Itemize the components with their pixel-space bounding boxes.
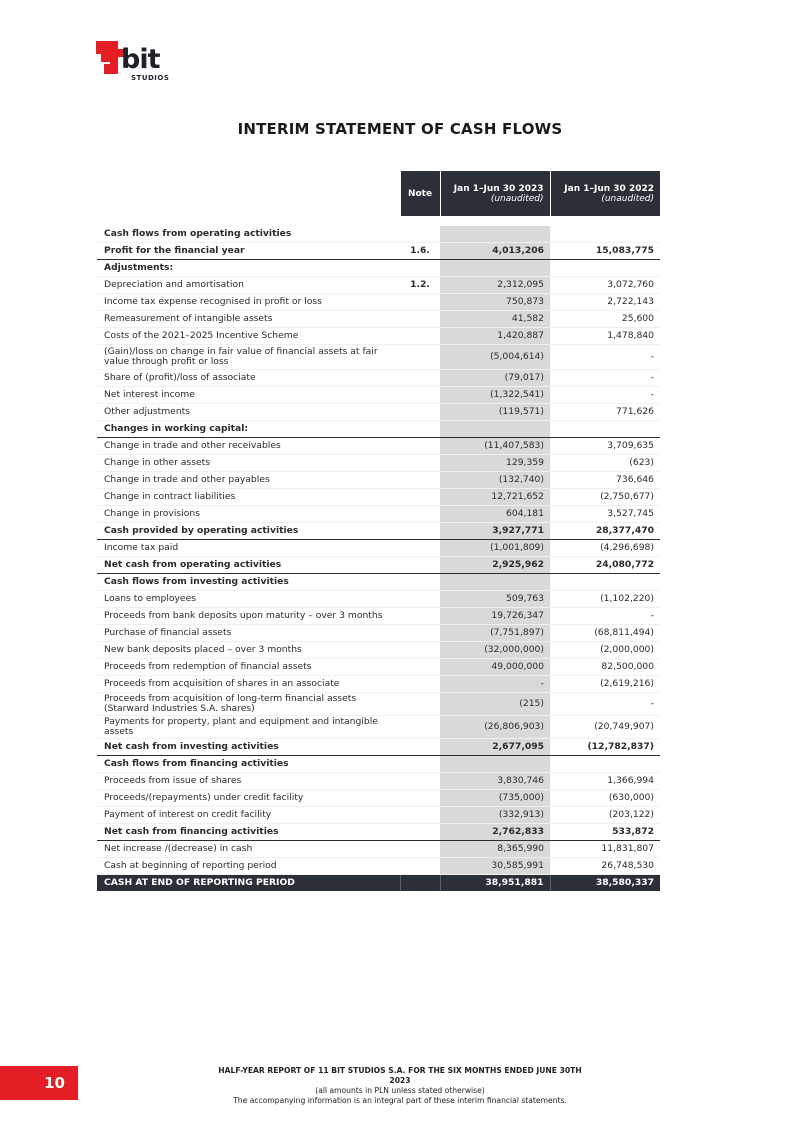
row-value-2023: (5,004,614)	[440, 345, 550, 370]
row-value-2022: 24,080,772	[550, 557, 660, 574]
page-number: 10	[0, 1066, 78, 1100]
row-note	[400, 260, 440, 277]
row-label: Net interest income	[97, 387, 400, 404]
row-value-2023: (1,001,809)	[440, 540, 550, 557]
row-value-2022: 3,527,745	[550, 506, 660, 523]
table-row	[97, 625, 660, 642]
row-note	[400, 841, 440, 858]
row-value-2023: (132,740)	[440, 472, 550, 489]
row-label: Change in other assets	[97, 455, 400, 472]
row-value-2023: 38,951,881	[440, 875, 550, 892]
row-value-2023: -	[440, 676, 550, 693]
row-note	[400, 387, 440, 404]
row-note	[400, 790, 440, 807]
page-title: INTERIM STATEMENT OF CASH FLOWS	[237, 120, 563, 138]
row-value-2022: -	[550, 387, 660, 404]
row-value-2023: 2,677,095	[440, 739, 550, 756]
table-row	[97, 404, 660, 421]
row-note	[400, 659, 440, 676]
row-value-2022: 28,377,470	[550, 523, 660, 540]
row-label: Adjustments:	[97, 260, 400, 277]
row-note: 1.6.	[400, 243, 440, 260]
row-label: Proceeds from bank deposits upon maturity – over 3 months	[97, 608, 400, 625]
row-note	[400, 716, 440, 739]
row-note	[400, 311, 440, 328]
header-note: Note	[400, 171, 440, 216]
row-value-2022: (68,811,494)	[550, 625, 660, 642]
row-label: Net cash from investing activities	[97, 739, 400, 756]
row-note	[400, 625, 440, 642]
row-value-2022: 11,831,807	[550, 841, 660, 858]
row-value-2022: 2,722,143	[550, 294, 660, 311]
row-label: Share of (profit)/loss of associate	[97, 370, 400, 387]
row-value-2023: 49,000,000	[440, 659, 550, 676]
row-value-2022	[550, 421, 660, 438]
table-row	[97, 716, 660, 739]
row-label: Income tax expense recognised in profit or loss	[97, 294, 400, 311]
row-label: Depreciation and amortisation	[97, 277, 400, 294]
row-value-2023: (332,913)	[440, 807, 550, 824]
table-row	[97, 659, 660, 676]
row-value-2022: -	[550, 608, 660, 625]
row-value-2023: 3,830,746	[440, 773, 550, 790]
row-note	[400, 591, 440, 608]
table-row	[97, 756, 660, 773]
row-note	[400, 455, 440, 472]
row-label: Payment of interest on credit facility	[97, 807, 400, 824]
footer-report-title: HALF-YEAR REPORT OF 11 BIT STUDIOS S.A. FOR THE SIX MONTHS ENDED JUNE 30TH 2023	[218, 1066, 582, 1085]
row-value-2022: 533,872	[550, 824, 660, 841]
row-label: CASH AT END OF REPORTING PERIOD	[97, 875, 400, 892]
row-value-2022: 15,083,775	[550, 243, 660, 260]
row-value-2022: 25,600	[550, 311, 660, 328]
row-note	[400, 807, 440, 824]
header-col-2022	[550, 171, 660, 216]
table-row	[97, 824, 660, 841]
row-value-2023: 2,762,833	[440, 824, 550, 841]
row-note	[400, 557, 440, 574]
row-note	[400, 506, 440, 523]
row-note	[400, 523, 440, 540]
table-row	[97, 773, 660, 790]
logo-subtitle: STUDIOS	[131, 74, 170, 82]
row-label: Payments for property, plant and equipment and intangible assets	[97, 716, 400, 739]
row-value-2023: 30,585,991	[440, 858, 550, 875]
row-value-2022: -	[550, 345, 660, 370]
row-label: Proceeds from redemption of financial assets	[97, 659, 400, 676]
row-value-2023: (79,017)	[440, 370, 550, 387]
row-value-2023: 12,721,652	[440, 489, 550, 506]
table-row	[97, 557, 660, 574]
table-row	[97, 421, 660, 438]
row-value-2022: -	[550, 370, 660, 387]
row-value-2023: (32,000,000)	[440, 642, 550, 659]
header-col-2023-title: Jan 1–Jun 30 2023	[453, 183, 544, 194]
table-row	[97, 294, 660, 311]
row-label: (Gain)/loss on change in fair value of financial assets at fair value through profit or loss	[97, 345, 400, 370]
row-value-2023: (119,571)	[440, 404, 550, 421]
row-value-2022	[550, 574, 660, 591]
table-row	[97, 591, 660, 608]
row-value-2022: (20,749,907)	[550, 716, 660, 739]
row-value-2023: (1,322,541)	[440, 387, 550, 404]
row-value-2023	[440, 574, 550, 591]
row-label: Proceeds from acquisition of long-term financial assets (Starward Industries S.A. shares)	[97, 693, 400, 716]
row-value-2022: 736,646	[550, 472, 660, 489]
row-value-2022: (623)	[550, 455, 660, 472]
row-value-2022: (4,296,698)	[550, 540, 660, 557]
row-label: Other adjustments	[97, 404, 400, 421]
row-label: Cash flows from operating activities	[97, 226, 400, 243]
table-row	[97, 243, 660, 260]
row-note	[400, 824, 440, 841]
row-value-2023: (735,000)	[440, 790, 550, 807]
logo-wordmark: bit	[121, 44, 160, 75]
row-note	[400, 676, 440, 693]
row-value-2022	[550, 260, 660, 277]
row-note	[400, 608, 440, 625]
row-value-2023: 2,312,095	[440, 277, 550, 294]
row-value-2023: (11,407,583)	[440, 438, 550, 455]
table-row	[97, 693, 660, 716]
row-value-2023: 41,582	[440, 311, 550, 328]
row-note	[400, 226, 440, 243]
table-row	[97, 472, 660, 489]
row-note	[400, 693, 440, 716]
row-note	[400, 642, 440, 659]
row-value-2023: 509,763	[440, 591, 550, 608]
row-value-2023: (215)	[440, 693, 550, 716]
row-value-2022: (2,000,000)	[550, 642, 660, 659]
table-row	[97, 523, 660, 540]
row-value-2022	[550, 226, 660, 243]
table-row	[97, 608, 660, 625]
row-value-2023: 604,181	[440, 506, 550, 523]
table-row	[97, 387, 660, 404]
footer-currency-note: (all amounts in PLN unless stated otherwise)	[315, 1086, 485, 1095]
row-value-2023: (26,806,903)	[440, 716, 550, 739]
row-label: Proceeds/(repayments) under credit facility	[97, 790, 400, 807]
row-value-2023: 750,873	[440, 294, 550, 311]
row-value-2023	[440, 421, 550, 438]
cash-flow-table	[97, 171, 660, 891]
footer-disclaimer: The accompanying information is an integral part of these interim financial statements.	[233, 1096, 567, 1105]
table-row	[97, 540, 660, 557]
row-label: Cash flows from financing activities	[97, 756, 400, 773]
row-value-2023: (7,751,897)	[440, 625, 550, 642]
row-note	[400, 540, 440, 557]
table-row	[97, 226, 660, 243]
row-value-2022: (2,619,216)	[550, 676, 660, 693]
table-row	[97, 345, 660, 370]
row-value-2023: 129,359	[440, 455, 550, 472]
row-label: Income tax paid	[97, 540, 400, 557]
table-row	[97, 370, 660, 387]
table-row	[97, 489, 660, 506]
row-value-2023: 4,013,206	[440, 243, 550, 260]
row-note	[400, 472, 440, 489]
row-label: Change in trade and other receivables	[97, 438, 400, 455]
row-label: Cash flows from investing activities	[97, 574, 400, 591]
header-col-2022-title: Jan 1–Jun 30 2022	[564, 183, 654, 194]
footer	[210, 1066, 590, 1106]
row-label: Proceeds from issue of shares	[97, 773, 400, 790]
row-value-2022: (12,782,837)	[550, 739, 660, 756]
table-header-row	[97, 171, 660, 216]
row-note	[400, 875, 440, 892]
row-value-2022: 82,500,000	[550, 659, 660, 676]
header-col-2022-sub: (unaudited)	[601, 193, 654, 204]
table-row	[97, 311, 660, 328]
row-label: Net cash from financing activities	[97, 824, 400, 841]
header-col-2023	[440, 171, 550, 216]
row-value-2023: 3,927,771	[440, 523, 550, 540]
row-value-2022: 3,072,760	[550, 277, 660, 294]
row-value-2022: (2,750,677)	[550, 489, 660, 506]
row-value-2022: 3,709,635	[550, 438, 660, 455]
header-col-2023-sub: (unaudited)	[490, 193, 544, 204]
header-blank	[97, 171, 400, 216]
table-row	[97, 438, 660, 455]
row-label: Net cash from operating activities	[97, 557, 400, 574]
row-note	[400, 756, 440, 773]
table-row	[97, 260, 660, 277]
row-note	[400, 489, 440, 506]
row-label: Net increase /(decrease) in cash	[97, 841, 400, 858]
row-label: New bank deposits placed – over 3 months	[97, 642, 400, 659]
row-label: Cash at beginning of reporting period	[97, 858, 400, 875]
row-label: Change in trade and other payables	[97, 472, 400, 489]
row-value-2023	[440, 226, 550, 243]
row-value-2022: 1,366,994	[550, 773, 660, 790]
row-value-2023: 1,420,887	[440, 328, 550, 345]
row-label: Change in provisions	[97, 506, 400, 523]
row-value-2023	[440, 260, 550, 277]
table-row	[97, 574, 660, 591]
row-value-2023: 8,365,990	[440, 841, 550, 858]
row-label: Loans to employees	[97, 591, 400, 608]
row-note	[400, 421, 440, 438]
table-row	[97, 676, 660, 693]
row-note	[400, 328, 440, 345]
row-note	[400, 739, 440, 756]
table-row	[97, 506, 660, 523]
row-note	[400, 438, 440, 455]
row-value-2023: 2,925,962	[440, 557, 550, 574]
row-value-2022: 38,580,337	[550, 875, 660, 892]
row-note	[400, 370, 440, 387]
row-note	[400, 858, 440, 875]
table-row	[97, 328, 660, 345]
row-value-2022: (1,102,220)	[550, 591, 660, 608]
row-value-2022: 1,478,840	[550, 328, 660, 345]
row-label: Cash provided by operating activities	[97, 523, 400, 540]
table-row	[97, 841, 660, 858]
table-row	[97, 807, 660, 824]
row-value-2022: 771,626	[550, 404, 660, 421]
table-row	[97, 455, 660, 472]
row-value-2022: (203,122)	[550, 807, 660, 824]
row-note	[400, 294, 440, 311]
row-note	[400, 404, 440, 421]
row-label: Change in contract liabilities	[97, 489, 400, 506]
row-note	[400, 773, 440, 790]
row-value-2023	[440, 756, 550, 773]
row-value-2022: (630,000)	[550, 790, 660, 807]
row-label: Costs of the 2021–2025 Incentive Scheme	[97, 328, 400, 345]
row-note: 1.2.	[400, 277, 440, 294]
row-value-2022: -	[550, 693, 660, 716]
table-row	[97, 642, 660, 659]
row-label: Changes in working capital:	[97, 421, 400, 438]
row-value-2022	[550, 756, 660, 773]
row-label: Profit for the financial year	[97, 243, 400, 260]
table-row	[97, 739, 660, 756]
row-label: Proceeds from acquisition of shares in an associate	[97, 676, 400, 693]
table-row-total	[97, 875, 660, 892]
row-note	[400, 345, 440, 370]
row-value-2023: 19,726,347	[440, 608, 550, 625]
row-label: Remeasurement of intangible assets	[97, 311, 400, 328]
table-row	[97, 790, 660, 807]
row-label: Purchase of financial assets	[97, 625, 400, 642]
table-row	[97, 277, 660, 294]
row-value-2022: 26,748,530	[550, 858, 660, 875]
table-row	[97, 858, 660, 875]
row-note	[400, 574, 440, 591]
